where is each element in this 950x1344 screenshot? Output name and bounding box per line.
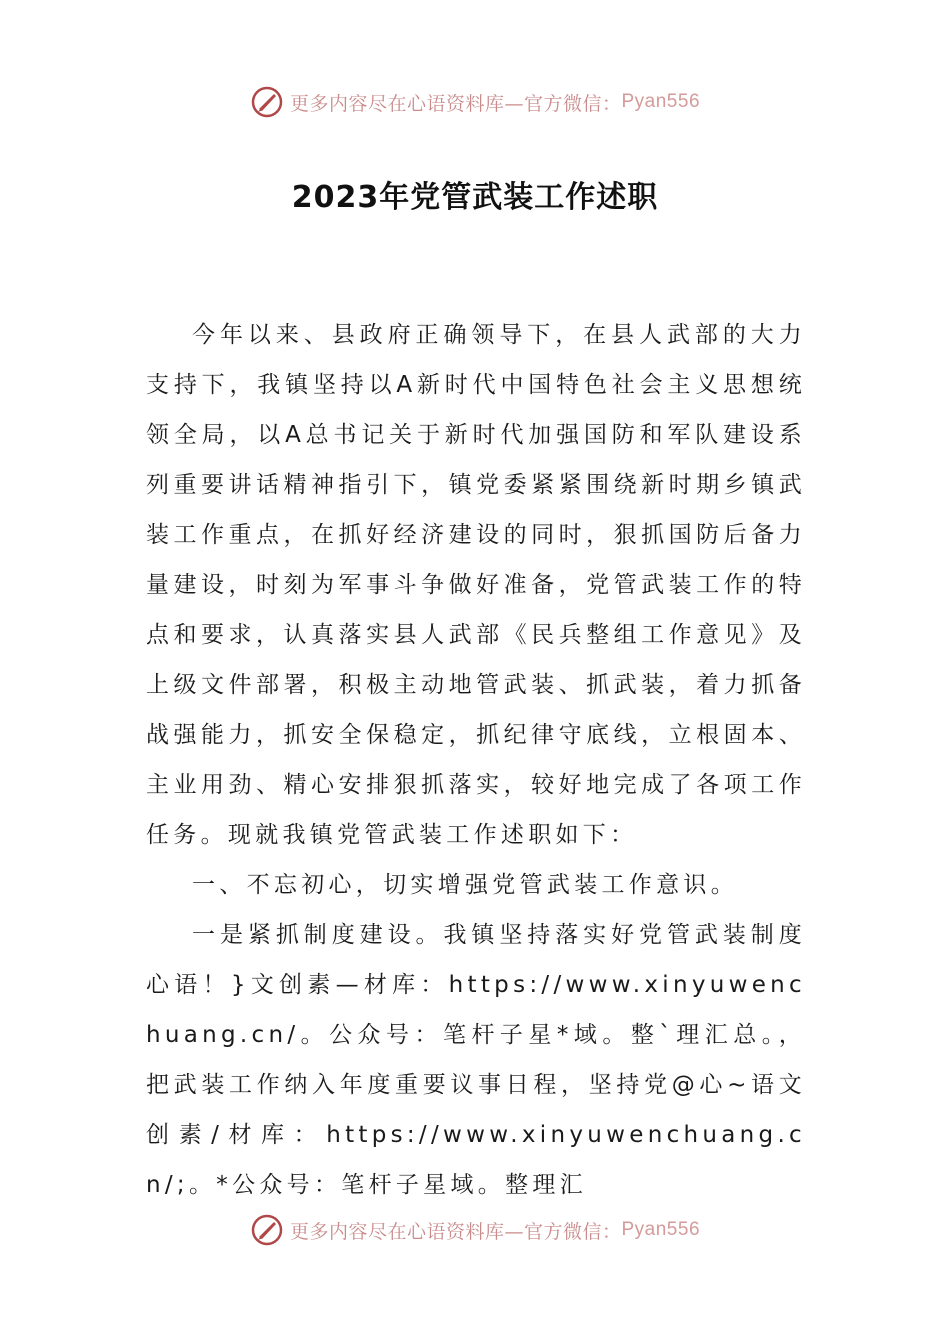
document-title: 2023年党管武装工作述职 xyxy=(291,180,659,215)
quill-logo-icon xyxy=(250,1213,284,1247)
paragraph-system-building: 一是紧抓制度建设。我镇坚持落实好党管武装制度心语！}文创素—材库：https://www.xinyuwenchuang.cn/。公众号：笔杆子星*域。整`理汇总。，把武装工作纳入年度重要议事日程，坚持党@心~语文创素/材库：https://www.xinyuwenchuang.cn/;。*公众号：笔杆子星域。整理汇 xyxy=(146,922,806,1198)
paragraph-intro: 今年以来、县政府正确领导下，在县人武部的大力支持下，我镇坚持以A新时代中国特色社会主义思想统领全局，以A总书记关于新时代加强国防和军队建设系列重要讲话精神指引下，镇党委紧紧围绕新时期乡镇武装工作重点，在抓好经济建设的同时，狠抓国防后备力量建设，时刻为军事斗争做好准备，党管武装工作的特点和要求，认真落实县人武部《民兵整组工作意见》及上级文件部署，积极主动地管武装、抓武装，着力抓备战强能力，抓安全保稳定，抓纪律守底线，立根固本、主业用劲、精心安排狠抓落实，较好地完成了各项工作任务。现就我镇党管武装工作述职如下： xyxy=(146,322,806,848)
watermark-text: 更多内容尽在心语资料库—官方微信： xyxy=(289,92,622,115)
watermark-text: 更多内容尽在心语资料库—官方微信： xyxy=(289,1220,622,1243)
footer-watermark xyxy=(0,1210,950,1250)
quill-logo-icon xyxy=(250,85,284,119)
header-watermark xyxy=(0,82,950,122)
paragraph-section-heading: 一、不忘初心，切实增强党管武装工作意识。 xyxy=(192,872,738,898)
watermark-wechat-id: Pyan556 xyxy=(621,1219,701,1240)
watermark-wechat-id: Pyan556 xyxy=(621,91,701,112)
document-body xyxy=(146,310,806,1210)
